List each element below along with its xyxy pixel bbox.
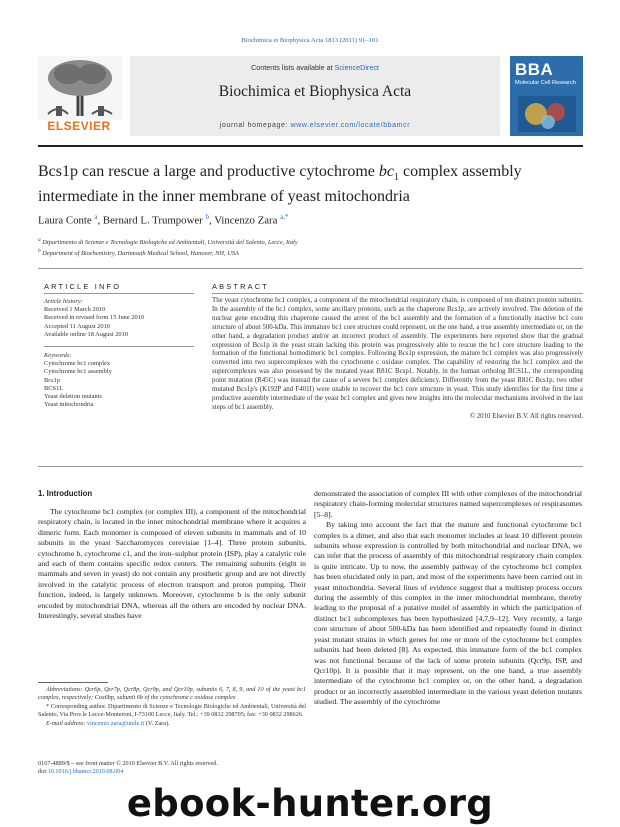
history-item: Accepted 11 August 2010 — [44, 322, 110, 330]
abstract-heading: ABSTRACT — [212, 282, 270, 291]
author-name[interactable]: Bernard L. Trumpower — [102, 214, 203, 227]
history-item: Available online 18 August 2010 — [44, 330, 129, 338]
journal-homepage — [130, 122, 500, 129]
footnote-divider — [38, 682, 108, 683]
doi-line — [38, 768, 338, 776]
front-matter-line: 0167-4889/$ – see front matter © 2010 Elsevier B.V. All rights reserved. — [38, 760, 218, 767]
title-sub: 1 — [394, 172, 400, 184]
affiliation-mark: a — [38, 237, 41, 243]
title-divider — [38, 268, 583, 269]
title-bc: bc — [378, 163, 395, 180]
article-info-divider — [44, 293, 194, 294]
article-info-heading: ARTICLE INFO — [44, 282, 122, 291]
article-history — [44, 298, 194, 339]
footnotes — [38, 686, 306, 729]
history-label: Article history: — [44, 298, 83, 305]
abstract-bottom-divider — [38, 466, 583, 467]
title-part-2: complex assembly intermediate in the inner membrane of yeast mitochondria — [38, 163, 522, 206]
author-name[interactable]: Laura Conte — [38, 214, 92, 227]
email-suffix: (V. Zara). — [144, 720, 170, 727]
affiliation-list — [38, 236, 583, 259]
keywords-label: Keywords: — [44, 352, 72, 359]
history-item: Received in revised form 15 June 2010 — [44, 314, 145, 322]
author-affiliation-mark[interactable]: b — [205, 213, 209, 221]
intro-paragraph-left: The cytochrome bc1 complex (or complex III), a component of the mitochondrial respiratory chain, is located in the inner mitochondrial membrane where it acquires a dimeric form. Each monomer is composed of eleven subunits in mammals and of 10 subunits in the yeast Saccharomyces cerevisiae [1–4]. Three protein subunits, cytochrome b, cytochrome c1, and the iron–sulphur protein (ISP), play a catalytic role and each of them contains specific redox centers. The remaining subunits (eight in mammals and seven in yeast) do not contain any prosthetic group and are not directly involved in the catalytic process of electron transport and proton pumping. Their function, indeed, is largely unknown. Moreover, cytochrome b is the only subunit encoded by mitochondrial DNA, whereas all the others are encoded by nuclear DNA. Interestingly, several studies have — [38, 507, 306, 621]
masthead-divider — [38, 145, 583, 147]
affiliation-text: Dipartimento di Scienze e Tecnologie Biologiche ed Ambientali, Università del Salento, Lecce, Italy — [42, 239, 298, 247]
email-label: E-mail address: — [46, 720, 88, 727]
doi-link[interactable]: 10.1016/j.bbamcr.2010.08.004 — [47, 768, 124, 775]
keyword-item: Yeast deletion mutants — [44, 393, 102, 401]
abstract — [212, 297, 583, 422]
author-affiliation-mark[interactable]: a,* — [280, 213, 289, 221]
intro-paragraph: By taking into account the fact that the mature and functional cytochrome bc1 complex is a dimer, and also that each monomer includes at least 10 different protein subunits whose expression is controlled by both mitochondrial and nuclear DNA, we can infer that the process of assembly of this mitochondrial respiratory chain complex is quite intricate. Up to now, the assembly pathway of the cytochrome bc1 complex has been elucidated only in part, and most of the experiments have been carried out in yeast mitochondria. Several lines of evidence suggest that a multistep process occurs during the assembly of this complex in the inner mitochondrial membrane, thereby leading to the proposal of a putative model of assembly in which the participation of distinct bc1 subcomplexes has been hypothesized [4,7,9–12]. Very recently, a large core structure of about 500-kDa has been identified and repeatedly found in distinct yeast mutant strains in which genes for one or more of the cytochrome bc1 complex subunits had been deleted [8]. As expected, this immature form of the bc1 complex was not functional because of the lack of some protein subunits (Qcr9p, ISP, and Qcr10p). It is possible that it may represent, on the one hand, a true assembly intermediate of the cytochrome bc1 complex or, on the other hand, a degradation product or an incorrectly assembled intermediate in the various yeast deletion mutants studied. The assembly of the cytochrome — [314, 520, 582, 707]
tree-icon — [38, 56, 122, 120]
contents-prefix: Contents lists available at — [251, 63, 335, 72]
author-list: Laura Conte $^a$, Bernard L. Trumpower $^b$, Vincenzo Zara $^{a,*}$ — [38, 213, 289, 227]
article-title — [38, 162, 583, 206]
journal-citation[interactable]: Biochimica et Biophysica Acta 1813 (2011) 91–101 — [241, 37, 379, 44]
intro-column-right — [314, 489, 582, 708]
elsevier-tree-logo — [38, 56, 122, 136]
copyright-notice: © 2010 Elsevier B.V. All rights reserved. — [469, 412, 583, 420]
journal-title: Biochimica et Biophysica Acta — [218, 83, 412, 100]
history-item: Received 1 March 2010 — [44, 306, 106, 314]
cover-art-icon — [518, 96, 576, 132]
abstract-body: The yeast cytochrome bc1 complex, a component of the mitochondrial respiratory chain, is composed of ten distinct protein subunits. In the assembly of the bc1 complex, some ancillary proteins, such as the chaperone Bcs1p, are actively involved. The deletion of the nuclear gene encoding this chaperone caused the arrest of the bc1 assembly and the formation of a functionally inactive bc1 core structure of about 500-kDa. This immature bc1 core structure could represent, on the one hand, a true assembly intermediate or, on the other hand, a degradation product and/or an incorrect product of assembly. The experiments here reported show that the gradual expression of Bcs1p in the yeast strain lacking this protein was progressively able to rescue the bc1 core structure leading to the formation of the functional homodimeric bc1 complex. Following Bcs1p expression, the mature bc1 complex was also progressively converted into two supercomplexes with the cytochrome c oxidase complex. The capability of restoring the bc1 complex and the supercomplexes was also possessed by the mutated yeast R81C Bcsp1. Notably, in the human ortholog BCS1L, the corresponding point mutation (R45C) was instead the cause of a severe bc1 complex deficiency. Differently from the yeast R81C Bcs1p, two other mutated Bcs1p's (K192P and F401I) were unable to recover the bc1 core structure in yeast. This study identifies for the first time a productive assembly intermediate of the yeast bc1 complex and gives new insights into the molecular mechanisms involved in the last steps of bc1 assembly. — [212, 297, 583, 411]
homepage-link[interactable]: www.elsevier.com/locate/bbamcr — [290, 122, 411, 129]
sciencedirect-link[interactable]: ScienceDirect — [334, 63, 379, 72]
homepage-prefix: journal homepage: — [219, 122, 291, 129]
keyword-item: Yeast mitochondria — [44, 401, 94, 409]
keyword-item: Cytochrome bc1 complex — [44, 360, 111, 368]
email-link[interactable]: vincenzo.zara@unile.it — [87, 720, 145, 727]
abbreviations-note: Abbreviations: Qcr6p, Qcr7p, Qcr8p, Qcr9p, and Qcr10p, subunits 6, 7, 8, 9, and 10 of the yeast bc1 complex, respectively; Cox6bp, subunit 6b of the cytochrome c oxidase complex — [38, 686, 306, 701]
cover-letters: BBA — [515, 60, 554, 79]
keywords — [44, 352, 194, 409]
author-name[interactable]: Vincenzo Zara — [214, 214, 278, 227]
journal-cover-thumbnail[interactable] — [510, 56, 583, 136]
affiliation-item — [38, 247, 583, 258]
corresponding-author-note: * Corresponding author. Dipartimento di Scienze e Tecnologie Biologiche ed Ambientali, Università del Salento, Via Prov.le Lecce-Monteroni, I-73100 Lecce, Italy. Tel.: +39 0832 298705; fax: +39 0832 298626. — [38, 703, 306, 718]
journal-banner — [130, 56, 500, 136]
author-affiliation-mark[interactable]: a — [94, 213, 98, 221]
intro-paragraph: demonstrated the association of complex III with other complexes of the mitochondrial respiratory chain-forming molecular structures named supercomplexes or respirasomes [5–8]. — [314, 489, 582, 519]
title-part-1: Bcs1p can rescue a large and productive cytochrome — [38, 163, 379, 180]
abstract-divider — [212, 293, 583, 294]
cover-subtitle: Molecular Cell Research — [515, 80, 576, 86]
affiliation-item — [38, 236, 583, 247]
watermark-text: ebook-hunter.org — [126, 782, 494, 825]
email-note — [38, 720, 306, 728]
affiliation-text: Department of Biochemistry, Dartmouth Medical School, Hanover, NH, USA — [42, 250, 239, 258]
journal-masthead — [38, 56, 583, 140]
keyword-item: Bcs1p — [44, 376, 60, 384]
doi-label: doi: — [38, 768, 48, 775]
keywords-divider — [44, 346, 194, 347]
keyword-item: Cytochrome bc1 assembly — [44, 368, 112, 376]
affiliation-mark: b — [38, 248, 41, 255]
contents-availability — [130, 63, 500, 72]
issn-doi-block — [38, 760, 338, 776]
section-heading: 1. Introduction — [38, 489, 93, 498]
keyword-item: BCS1L — [44, 384, 64, 392]
publisher-name: ELSEVIER — [47, 119, 111, 133]
